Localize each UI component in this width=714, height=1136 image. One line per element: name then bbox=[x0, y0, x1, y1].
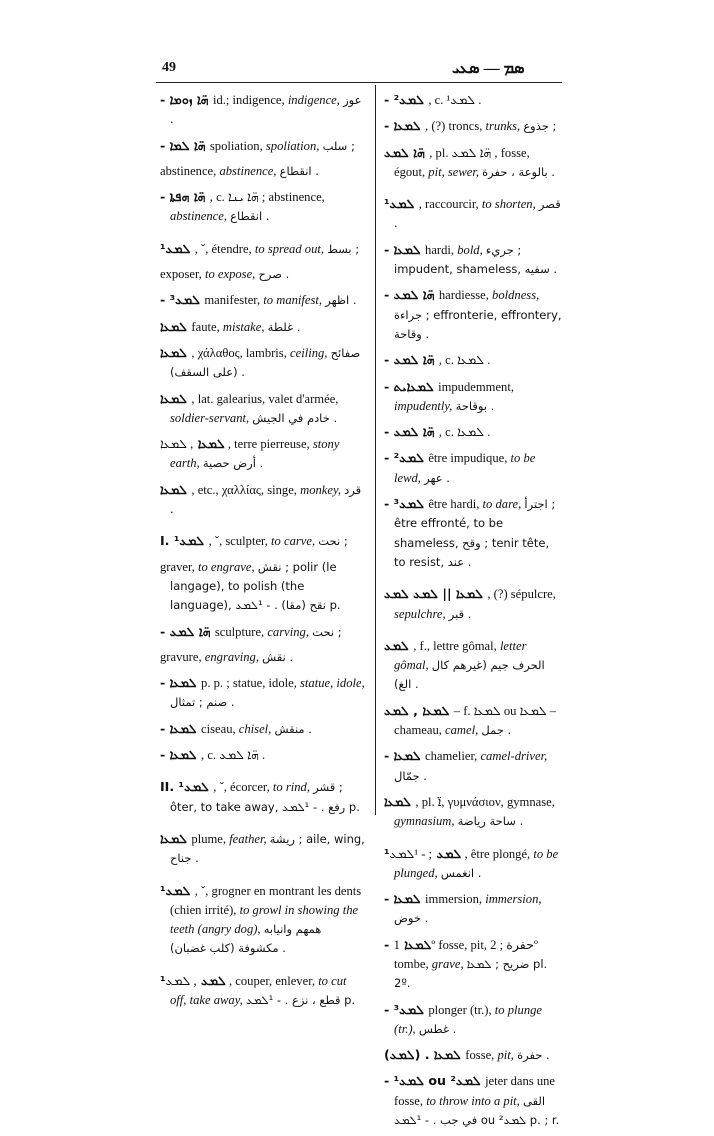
entry-english: engraving, bbox=[204, 649, 263, 664]
entry-headword: - ܠܡܥܐܝܬ bbox=[384, 378, 439, 394]
dictionary-entry bbox=[384, 143, 562, 183]
dictionary-entry bbox=[160, 531, 365, 551]
entry-arabic: ضريح ; ܠܡܥܐ pl. 2º. bbox=[394, 956, 548, 991]
entry-arabic: انقطاع . bbox=[230, 209, 270, 224]
entry-text: , ˇ, étendre, bbox=[194, 241, 255, 256]
entry-english: sepulchre, bbox=[394, 606, 449, 621]
entry-arabic: حفرة . bbox=[517, 1048, 550, 1063]
entry-text: , etc., χαλλίας, singe, bbox=[191, 482, 301, 497]
entry-text: , (?) sépulcre, bbox=[487, 587, 556, 602]
dictionary-entry bbox=[160, 673, 365, 713]
dictionary-entry bbox=[384, 350, 562, 370]
entry-arabic: قطع ، نزع . - ¹ܠܡܥ p. bbox=[245, 992, 356, 1007]
entry-arabic: اجترأ ; être effronté, to be shameless, وقح ; tenir tête, to resist, عند . bbox=[394, 497, 556, 569]
entry-headword: ܠܡܥܐ , ܠܡܥ bbox=[384, 702, 454, 718]
entry-arabic: جمل . bbox=[481, 723, 512, 738]
entry-headword: II. ¹ܠܡܥ bbox=[160, 779, 214, 795]
entry-arabic: اظهر . bbox=[325, 293, 357, 308]
entry-headword: ܠܡܥܐ bbox=[193, 436, 225, 452]
entry-text: , c. ܗ̈ܐ ܝܢܐ ; abstinence, bbox=[209, 190, 325, 205]
entry-headword: ܠܡܥܐ bbox=[160, 481, 192, 497]
entry-english: carving, bbox=[267, 624, 313, 639]
right-column bbox=[384, 90, 562, 1136]
entry-text: , ˇ, sculpter, bbox=[208, 534, 272, 549]
entry-text: , (?) troncs, bbox=[425, 119, 486, 134]
dictionary-entry bbox=[160, 187, 365, 227]
dictionary-entry bbox=[384, 194, 562, 234]
entry-arabic: ريشة ; aile, wing, جناح . bbox=[170, 831, 365, 866]
entry-text: – f. ܠܡܥܐ ou ܠܡܥܐ – chameau, bbox=[394, 703, 557, 738]
dictionary-entry bbox=[384, 935, 562, 994]
dictionary-entry bbox=[160, 136, 365, 156]
entry-headword: I. ¹ܠܡܥ bbox=[160, 533, 209, 549]
dictionary-entry bbox=[384, 889, 562, 929]
entry-text: 1º fosse, pit, حفرة ; 2º tombe, bbox=[393, 937, 538, 971]
entry-arabic: سلب ; bbox=[322, 138, 355, 153]
column-divider bbox=[375, 85, 376, 815]
dictionary-entry bbox=[160, 290, 365, 310]
dictionary-entry bbox=[160, 343, 365, 383]
entry-headword: ¹ܠܡܥ bbox=[160, 882, 195, 898]
entry-headword: ܠܡܥ bbox=[384, 637, 414, 653]
entry-arabic: خادم في الجيش . bbox=[252, 410, 338, 425]
entry-english: boldness, bbox=[492, 288, 540, 303]
entry-headword: ܠܡܥܐ bbox=[160, 318, 192, 334]
entry-english: to be lewd, bbox=[394, 451, 536, 485]
entry-headword: ¹ܠܡܥ bbox=[384, 196, 419, 212]
entry-arabic: أرض حصية . bbox=[202, 456, 264, 471]
entry-arabic: عهر . bbox=[424, 470, 450, 485]
dictionary-entry bbox=[384, 636, 562, 695]
entry-arabic: ساحة رياضة . bbox=[457, 814, 524, 829]
entry-english: to spread out, bbox=[254, 241, 328, 256]
entry-arabic: همهم وانيابه مكشوفة (كلب غضبان) . bbox=[170, 922, 322, 956]
entry-arabic: نقش . bbox=[262, 649, 294, 664]
entry-text: abstinence, bbox=[160, 163, 220, 178]
entry-english: to plunge (tr.), bbox=[394, 1002, 543, 1036]
dictionary-entry bbox=[160, 480, 365, 520]
entry-arabic: نحت ; bbox=[312, 624, 342, 639]
entry-english: to dare, bbox=[482, 497, 525, 512]
dictionary-entry bbox=[160, 829, 365, 869]
running-head: ܣܡ — ܣܥܝ bbox=[452, 60, 525, 77]
dictionary-entry bbox=[384, 792, 562, 832]
dictionary-entry bbox=[384, 285, 562, 344]
entry-english: chisel, bbox=[238, 721, 275, 736]
entry-headword: - ܗ̈ܐ ܠܡܥ bbox=[384, 287, 439, 303]
entry-text: ; - ¹ܠܡܥ , être plongé, bbox=[389, 846, 534, 861]
dictionary-entry bbox=[160, 558, 365, 616]
dictionary-entry bbox=[384, 844, 562, 884]
entry-arabic: خوض . bbox=[394, 911, 429, 926]
entry-text: manifester, bbox=[204, 293, 264, 308]
entry-text: être hardi, bbox=[428, 497, 483, 512]
entry-text: immersion, bbox=[425, 892, 486, 907]
dictionary-entry bbox=[384, 90, 562, 110]
entry-text: p. p. ; statue, idole, bbox=[201, 676, 301, 691]
entry-headword: - ܗ̈ܐ ܙܘܡܐ bbox=[160, 92, 213, 107]
entry-text: id.; indigence, bbox=[212, 93, 288, 107]
entry-english: gymnasium, bbox=[394, 814, 458, 829]
entry-english: soldier-servant, bbox=[170, 410, 253, 425]
entry-headword: - ³ܠܡܥ bbox=[160, 292, 205, 308]
dictionary-entry bbox=[160, 239, 365, 259]
entry-text: hardi, bbox=[425, 242, 458, 257]
entry-english: to cut off, take away, bbox=[170, 973, 347, 1007]
dictionary-entry bbox=[384, 584, 562, 624]
entry-english: to shorten, bbox=[481, 197, 539, 212]
entry-english: feather, bbox=[229, 831, 270, 846]
entry-headword: - ܠܡܥܐ bbox=[384, 936, 432, 952]
page-number: 49 bbox=[162, 60, 176, 75]
entry-text: , c. ¹ܠܡܥ . bbox=[428, 93, 482, 107]
entry-arabic: جمّال . bbox=[394, 768, 427, 783]
entry-arabic: غطس . bbox=[418, 1021, 457, 1036]
entry-text: , ˇ, grogner en montrant les dents (chien irrité), bbox=[170, 883, 362, 917]
dictionary-entry bbox=[160, 434, 365, 474]
entry-headword: - ܗ̈ܐ ܠܡܐ bbox=[160, 137, 210, 153]
entry-english: to engrave, bbox=[197, 559, 258, 574]
entry-english: statue, idole, bbox=[300, 676, 365, 691]
entry-english: camel, bbox=[445, 723, 482, 738]
entry-headword: ܠܡܥܐ bbox=[160, 344, 192, 360]
dictionary-entry bbox=[160, 389, 365, 429]
entry-arabic: نقش ; polir (le langage), to polish (the language), نقح (مقا) . - ¹ܠܡܥ p. bbox=[170, 559, 341, 613]
entry-text: , c. ܗ̈ܐ ܠܡܥ . bbox=[201, 748, 266, 763]
entry-headword: - ܠܡܥܐ bbox=[384, 118, 426, 134]
entry-text: sculpture, bbox=[214, 624, 268, 639]
entry-arabic: بسط ; bbox=[327, 241, 360, 256]
entry-arabic: صرح . bbox=[258, 267, 290, 282]
dictionary-entry bbox=[384, 1071, 562, 1130]
entry-text: fosse, bbox=[465, 1048, 498, 1063]
entry-text: , ܠܡܥܐ , terre pierreuse, bbox=[160, 437, 313, 452]
entry-english: to growl in showing the teeth (angry dog), bbox=[170, 902, 359, 937]
entry-headword: ¹ܠܡܥ bbox=[160, 972, 226, 988]
entry-arabic: القى في جب . - ¹ܠܡܥ ou ²ܠܡܥ p. ; r. bbox=[394, 1093, 560, 1128]
entry-text: faute, bbox=[191, 319, 223, 334]
dictionary-entry bbox=[160, 971, 365, 1011]
entry-headword: - ܠܡܥܐ bbox=[384, 891, 426, 907]
entry-text: impudemment, bbox=[438, 379, 514, 394]
entry-headword: ܠܡܥܐ bbox=[384, 793, 416, 809]
dictionary-entry bbox=[160, 622, 365, 642]
dictionary-entry bbox=[384, 494, 562, 572]
entry-text: , χάλαθος, lambris, bbox=[191, 345, 291, 360]
entry-headword: ܠܡܥܐ bbox=[160, 830, 192, 846]
left-column bbox=[160, 90, 365, 1016]
entry-english: stony earth, bbox=[170, 437, 340, 471]
entry-text: , ˇ, écorcer, bbox=[213, 780, 273, 795]
entry-text: être impudique, bbox=[428, 451, 511, 466]
entry-english: to manifest, bbox=[263, 293, 326, 308]
entry-headword: - ²ܠܡܥ bbox=[384, 92, 429, 107]
entry-headword: - ܗ̈ܐ ܗܦܬܐ bbox=[160, 189, 210, 205]
entry-arabic: جذوع ; bbox=[523, 119, 557, 134]
header-rule bbox=[156, 82, 562, 83]
entry-arabic: بوقاحة . bbox=[455, 398, 495, 413]
dictionary-entry bbox=[384, 116, 562, 136]
entry-text: graver, bbox=[160, 559, 198, 574]
entry-english: abstinence, bbox=[170, 209, 231, 224]
entry-english: camel-driver, bbox=[480, 749, 548, 764]
entry-arabic: قصر . bbox=[394, 197, 561, 231]
entry-headword: - ³ܠܡܥ bbox=[384, 1001, 429, 1017]
entry-arabic: صفائح (على السقف) . bbox=[170, 345, 361, 380]
entry-text: chamelier, bbox=[425, 749, 481, 764]
entry-headword: - ³ܠܡܥ bbox=[384, 496, 429, 512]
dictionary-entry bbox=[160, 745, 365, 765]
entry-headword: ܠܡܥܐ bbox=[160, 390, 192, 406]
entry-english: abstinence, bbox=[219, 163, 280, 178]
entry-text: ciseau, bbox=[201, 721, 239, 736]
dictionary-entry bbox=[384, 422, 562, 442]
entry-text: , c. ܠܡܥܐ . bbox=[438, 425, 491, 440]
entry-english: ceiling, bbox=[290, 345, 331, 360]
entry-headword: ¹ܠܡܥ bbox=[384, 845, 462, 861]
entry-english: monkey, bbox=[300, 482, 345, 497]
dictionary-entry bbox=[384, 746, 562, 786]
entry-text: , pl. ܐ̈, γυμνάσιον, gymnase, bbox=[415, 794, 555, 809]
entry-arabic: جراءة ; effronterie, effrontery, وقاحة . bbox=[394, 307, 562, 341]
entry-text: , ܠܡܥ , couper, enlever, bbox=[165, 973, 319, 988]
entry-headword: - ܠܡܥܐ bbox=[384, 241, 426, 257]
dictionary-entry bbox=[384, 701, 562, 741]
entry-english: indigence, bbox=[287, 93, 344, 107]
dictionary-entry bbox=[160, 648, 365, 667]
entry-arabic: انقطاع . bbox=[279, 163, 319, 178]
entry-english: mistake, bbox=[222, 319, 268, 334]
entry-arabic: عوز . bbox=[170, 93, 362, 127]
entry-arabic: قشر ; ôter, to take away, رفع . - ¹ܠܡܥ p. bbox=[170, 780, 360, 814]
entry-arabic: نحت ; bbox=[318, 534, 348, 549]
dictionary-entry bbox=[160, 265, 365, 284]
entry-text: gravure, bbox=[160, 649, 205, 664]
entry-arabic: غلطة . bbox=[267, 319, 301, 334]
entry-english: pit, bbox=[497, 1048, 518, 1063]
dictionary-entry bbox=[384, 448, 562, 488]
entry-headword: - ܗ̈ܐ ܠܡܥ bbox=[384, 424, 439, 440]
entry-arabic: منقش . bbox=[274, 721, 312, 736]
entry-text: exposer, bbox=[160, 267, 205, 282]
entry-english: immersion, bbox=[485, 892, 542, 907]
entry-arabic: قبر . bbox=[448, 606, 472, 621]
entry-english: to rind, bbox=[272, 780, 314, 795]
entry-text: , lat. galearius, valet d'armée, bbox=[191, 391, 339, 406]
entry-arabic: بالوعة ، حفرة . bbox=[482, 164, 555, 179]
entry-headword: - ܠܡܥܐ bbox=[160, 675, 202, 691]
entry-headword: ¹ܠܡܥ bbox=[160, 240, 195, 256]
dictionary-entry bbox=[160, 719, 365, 739]
entry-headword: - ܗ̈ܐ ܠܡܥ bbox=[384, 352, 439, 368]
entry-english: spoliation, bbox=[265, 138, 323, 153]
dictionary-entry bbox=[384, 1000, 562, 1040]
dictionary-entry bbox=[160, 90, 365, 130]
entry-text: , raccourcir, bbox=[418, 197, 482, 212]
entry-headword: - ²ܠܡܥ bbox=[384, 450, 429, 466]
entry-arabic: الحرف جيم (غيرهم كال الغ) . bbox=[394, 658, 545, 692]
entry-headword: - ¹ܠܡܥ ou ²ܠܡܥ bbox=[384, 1073, 486, 1089]
entry-arabic: صنم ; تمثال . bbox=[170, 695, 235, 710]
entry-english: to throw into a pit, bbox=[426, 1093, 523, 1108]
dictionary-entry bbox=[160, 777, 365, 817]
entry-headword: - ܠܡܥܐ bbox=[160, 720, 202, 736]
entry-headword: ܗ̈ܐ ܠܡܥ bbox=[384, 144, 430, 160]
entry-arabic: قرد . bbox=[170, 482, 362, 517]
entry-headword: - ܗ̈ܐ ܠܡܥ bbox=[160, 623, 215, 639]
dictionary-entry bbox=[160, 317, 365, 337]
entry-english: to be plunged, bbox=[394, 846, 559, 880]
entry-text: plume, bbox=[191, 831, 230, 846]
dictionary-entry bbox=[384, 240, 562, 280]
dictionary-entry bbox=[384, 377, 562, 417]
entry-text: , c. ܠܡܥܐ . bbox=[438, 353, 491, 368]
dictionary-entry bbox=[160, 162, 365, 181]
entry-text: spoliation, bbox=[209, 138, 266, 153]
entry-english: impudently, bbox=[394, 398, 456, 413]
entry-text: , f., lettre gômal, bbox=[413, 638, 500, 653]
entry-text: , pl. ܗ̈ܐ ܠܡܥ , fosse, égout, bbox=[394, 145, 530, 179]
entry-headword: - ܠܡܥܐ bbox=[384, 748, 426, 764]
entry-headword: - ܠܡܥܐ bbox=[160, 747, 202, 763]
entry-english: grave, bbox=[431, 956, 467, 971]
entry-english: bold, bbox=[457, 242, 486, 257]
entry-text: plonger (tr.), bbox=[428, 1002, 495, 1017]
dictionary-entry bbox=[384, 1045, 562, 1065]
entry-arabic: انغمس . bbox=[440, 865, 482, 880]
entry-english: to expose, bbox=[204, 267, 259, 282]
entry-english: trunks, bbox=[485, 119, 524, 134]
entry-english: letter gômal, bbox=[394, 638, 527, 673]
entry-text: hardiesse, bbox=[438, 288, 493, 303]
entry-english: pit, sewer, bbox=[428, 164, 483, 179]
dictionary-entry bbox=[160, 881, 365, 959]
entry-headword: (ܠܡܥ) . ܠܡܥܐ bbox=[384, 1047, 466, 1063]
entry-text: jeter dans une fosse, bbox=[394, 1074, 555, 1108]
entry-arabic: جريء ; impudent, shameless, سفيه . bbox=[394, 242, 558, 277]
entry-english: to carve, bbox=[271, 534, 319, 549]
entry-headword: ܠܡܥܐ || ܠܡܥ ܠܡܥ bbox=[384, 586, 488, 602]
